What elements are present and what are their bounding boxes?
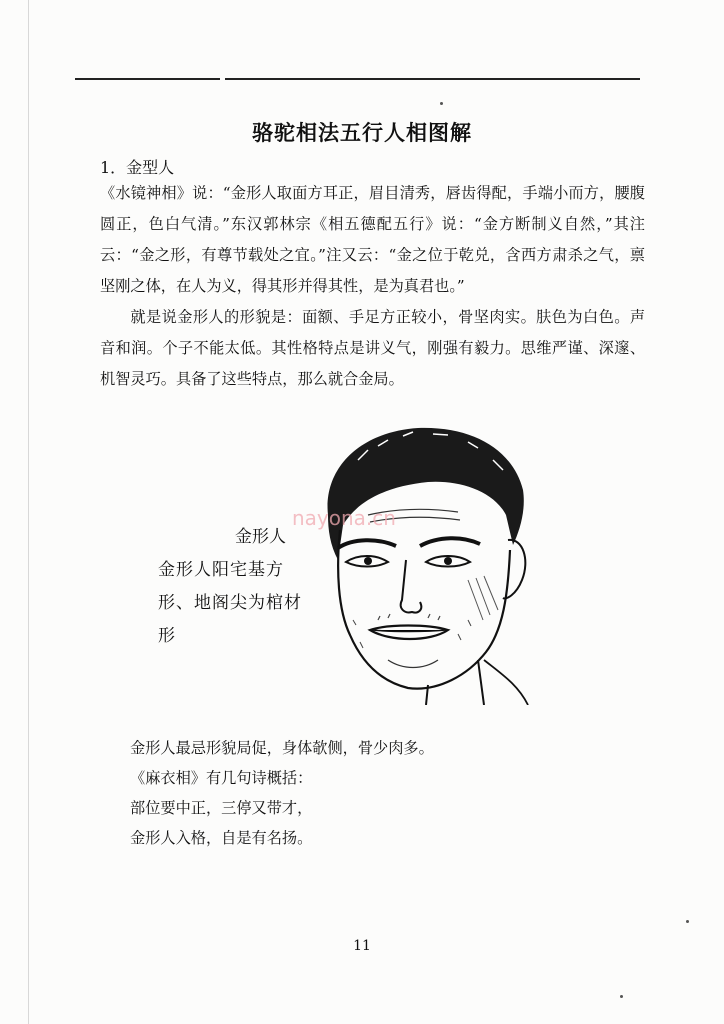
watermark: nayona.cn	[292, 506, 396, 530]
bottom-line: 金形人最忌形貌局促，身体欹侧，骨少肉多。	[130, 739, 434, 757]
face-illustration	[308, 420, 533, 705]
bottom-line: 《麻衣相》有几句诗概括：	[130, 769, 313, 787]
scan-speck	[686, 920, 689, 923]
figure-caption: 金形人阳宅基方形、地阁尖为棺材形	[158, 560, 302, 646]
figure-caption-title: 金形人	[235, 527, 286, 547]
page-number: 11	[353, 938, 371, 954]
paragraph-2: 就是说金形人的形貌是：面额、手足方正较小，骨坚肉实。肤色为白色。声音和润。个子不能太低。其性格特点是讲义气，刚强有毅力。思维严谨、深邃、机智灵巧。具备了这些特点，那么就合金局。	[100, 308, 645, 388]
header-rule-long	[225, 78, 640, 80]
page-edge	[28, 0, 29, 1024]
bottom-line: 金形人入格，自是有名扬。	[130, 829, 313, 847]
scan-speck	[620, 995, 623, 998]
bottom-text	[130, 733, 610, 853]
page-title: 骆驼相法五行人相图解	[252, 120, 472, 145]
scan-speck	[440, 102, 443, 105]
paragraph-1: 《水镜神相》说：“金形人取面方耳正，眉目清秀，唇齿得配，手端小而方，腰腹圆正，色白气清。”东汉郭林宗《相五德配五行》说：“金方断制义自然，”其注云：“金之形，有尊节载处之宜。”注又云：“金之位于乾兑，含西方肃杀之气，禀坚刚之体，在人为义，得其形并得其性，是为真君也。”	[100, 184, 645, 295]
bottom-line: 部位要中正，三停又带才，	[130, 799, 313, 817]
header-rule	[75, 78, 220, 80]
section-heading: 1．金型人	[100, 158, 175, 177]
